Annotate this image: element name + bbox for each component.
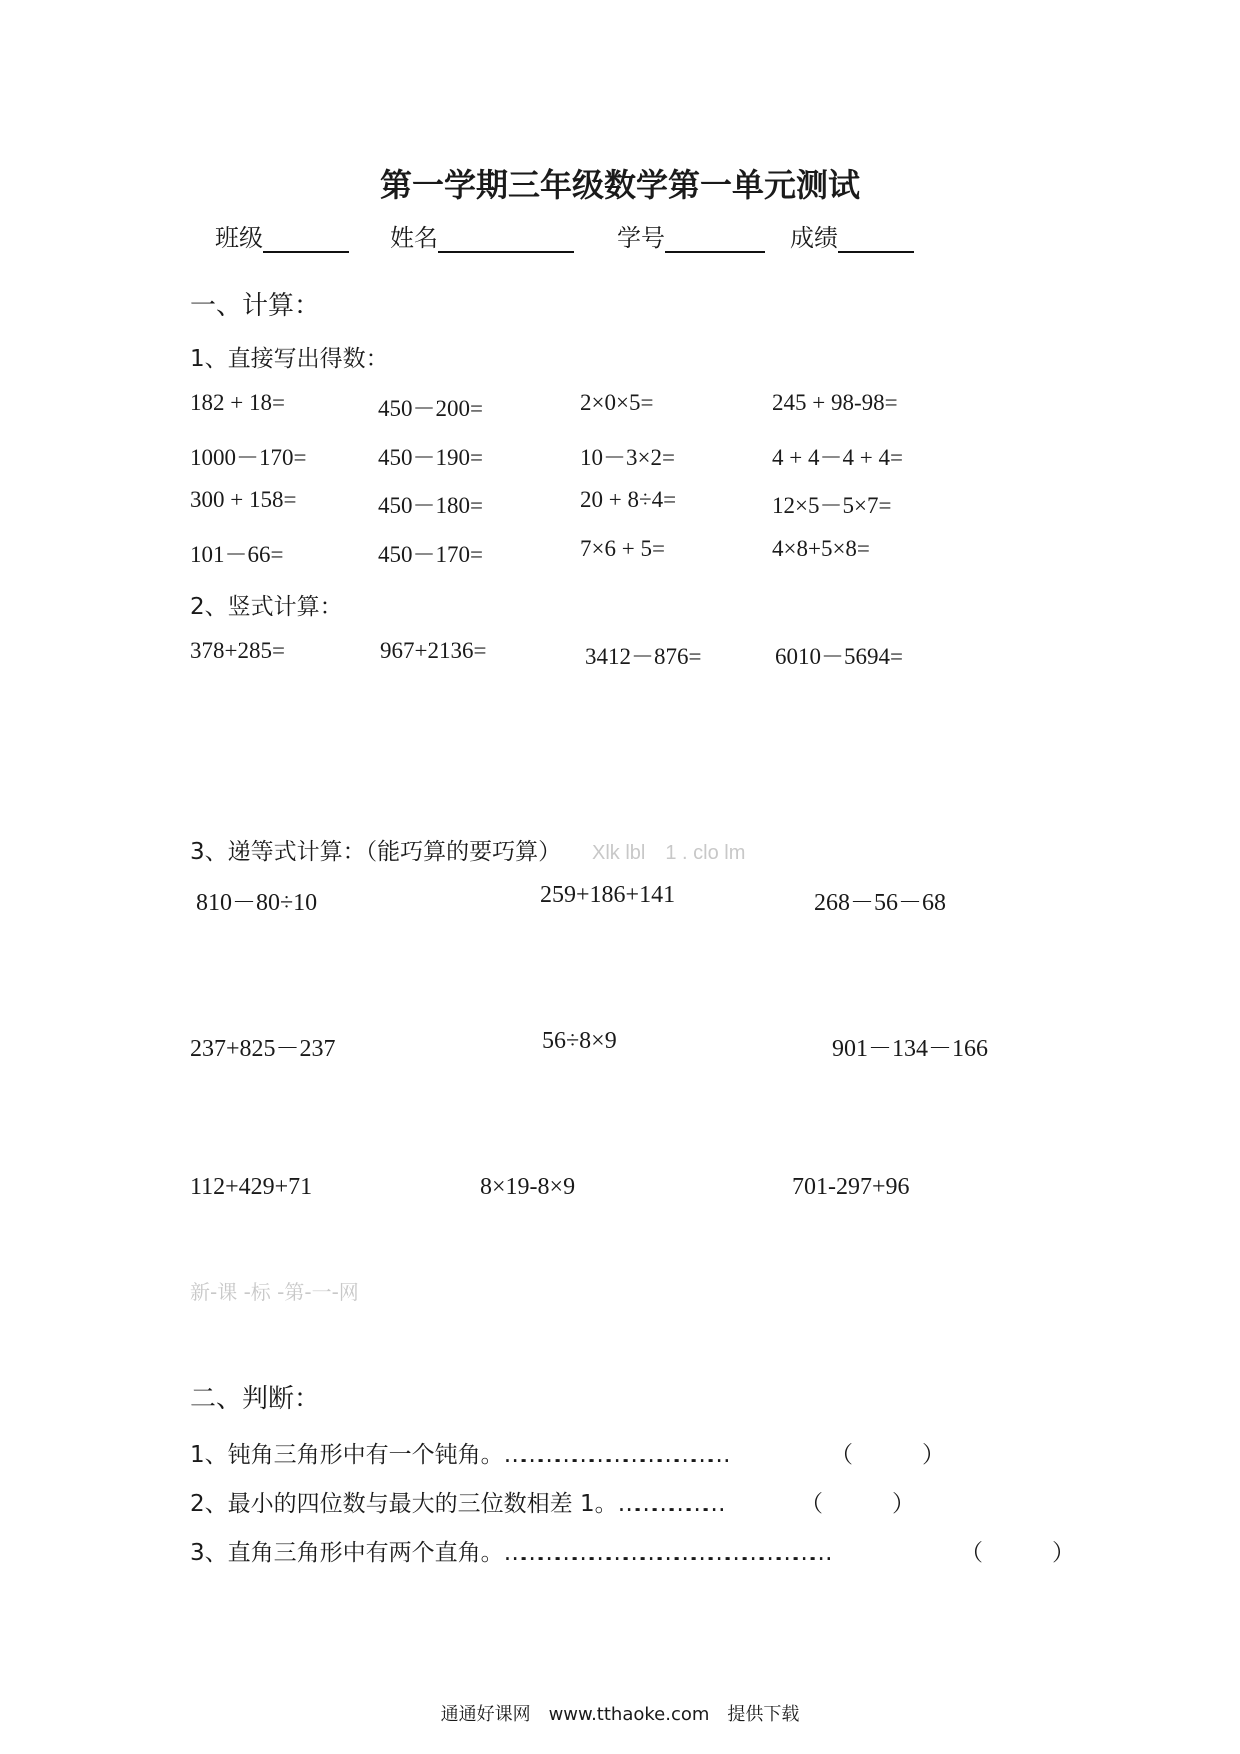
- judge-dots: …………………………………: [503, 1442, 725, 1468]
- q1-item: 12×5－5×7=: [772, 493, 892, 518]
- q3-item: 237+825－237: [190, 1036, 336, 1062]
- name-label: 姓名: [390, 224, 438, 252]
- score-label: 成绩: [790, 224, 838, 252]
- number-field: [617, 218, 765, 253]
- number-label: 学号: [617, 224, 665, 252]
- q1-item: 20 + 8÷4=: [580, 487, 677, 512]
- q3-item: 901－134－166: [832, 1036, 988, 1062]
- q3-item: 268－56－68: [814, 890, 946, 916]
- q1-label: 1、直接写出得数：: [190, 346, 389, 372]
- q1-item: 450－170=: [378, 542, 483, 567]
- class-label: 班级: [215, 224, 263, 252]
- q1-item: 4×8+5×8=: [772, 536, 870, 561]
- watermark-text: 新-课 -标 -第-一-网: [190, 1280, 359, 1304]
- q1-item: 7×6 + 5=: [580, 536, 665, 561]
- judge-answer[interactable]: （ ）: [800, 1491, 915, 1517]
- q3-item: 8×19-8×9: [480, 1174, 576, 1200]
- q2-item: 378+285=: [190, 638, 285, 663]
- q1-item: 450－180=: [378, 493, 483, 518]
- score-field: [790, 218, 914, 253]
- judge-text: 2、最小的四位数与最大的三位数相差 1。: [190, 1491, 618, 1517]
- watermark-text: Xlk lbl 1 . clo lm: [592, 842, 746, 864]
- judge-item: [190, 1436, 725, 1469]
- class-blank[interactable]: [263, 225, 349, 253]
- judge-answer[interactable]: （ ）: [960, 1540, 1075, 1566]
- q1-item: 1000－170=: [190, 445, 307, 470]
- judge-text: 1、钝角三角形中有一个钝角。: [190, 1442, 504, 1468]
- q3-item: 259+186+141: [540, 882, 676, 908]
- judge-dots: …………………………………………………: [503, 1540, 827, 1566]
- section1-heading: 一、计算：: [190, 291, 321, 321]
- page-title: 第一学期三年级数学第一单元测试: [379, 166, 860, 204]
- q1-item: 450－200=: [378, 396, 483, 421]
- score-blank[interactable]: [838, 225, 914, 253]
- q3-label: 3、递等式计算：（能巧算的要巧算）: [190, 839, 562, 865]
- q3-item: 810－80÷10: [196, 890, 318, 916]
- q3-item: 56÷8×9: [542, 1028, 617, 1054]
- q3-item: 701-297+96: [792, 1174, 910, 1200]
- section2-heading: 二、判断：: [190, 1384, 321, 1414]
- q1-item: 450－190=: [378, 445, 483, 470]
- judge-item: [190, 1534, 827, 1567]
- q2-item: 3412－876=: [585, 644, 702, 669]
- name-field: [390, 218, 574, 253]
- q1-item: 101－66=: [190, 542, 284, 567]
- name-blank[interactable]: [438, 225, 574, 253]
- q2-item: 967+2136=: [380, 638, 487, 663]
- q2-label: 2、竖式计算：: [190, 594, 343, 620]
- q3-item: 112+429+71: [190, 1174, 313, 1200]
- q1-item: 245 + 98-98=: [772, 390, 898, 415]
- q1-item: 4 + 4－4 + 4=: [772, 445, 903, 470]
- judge-text: 3、直角三角形中有两个直角。: [190, 1540, 504, 1566]
- q2-item: 6010－5694=: [775, 644, 903, 669]
- judge-dots: ………………: [617, 1491, 720, 1517]
- q1-item: 182 + 18=: [190, 390, 285, 415]
- number-blank[interactable]: [665, 225, 765, 253]
- q1-item: 300 + 158=: [190, 487, 297, 512]
- judge-item: [190, 1485, 720, 1518]
- judge-answer[interactable]: （ ）: [830, 1442, 945, 1468]
- q1-item: 2×0×5=: [580, 390, 654, 415]
- class-field: [215, 218, 349, 253]
- footer-text: 通通好课网 www.tthaoke.com 提供下载: [440, 1704, 800, 1725]
- q1-item: 10－3×2=: [580, 445, 675, 470]
